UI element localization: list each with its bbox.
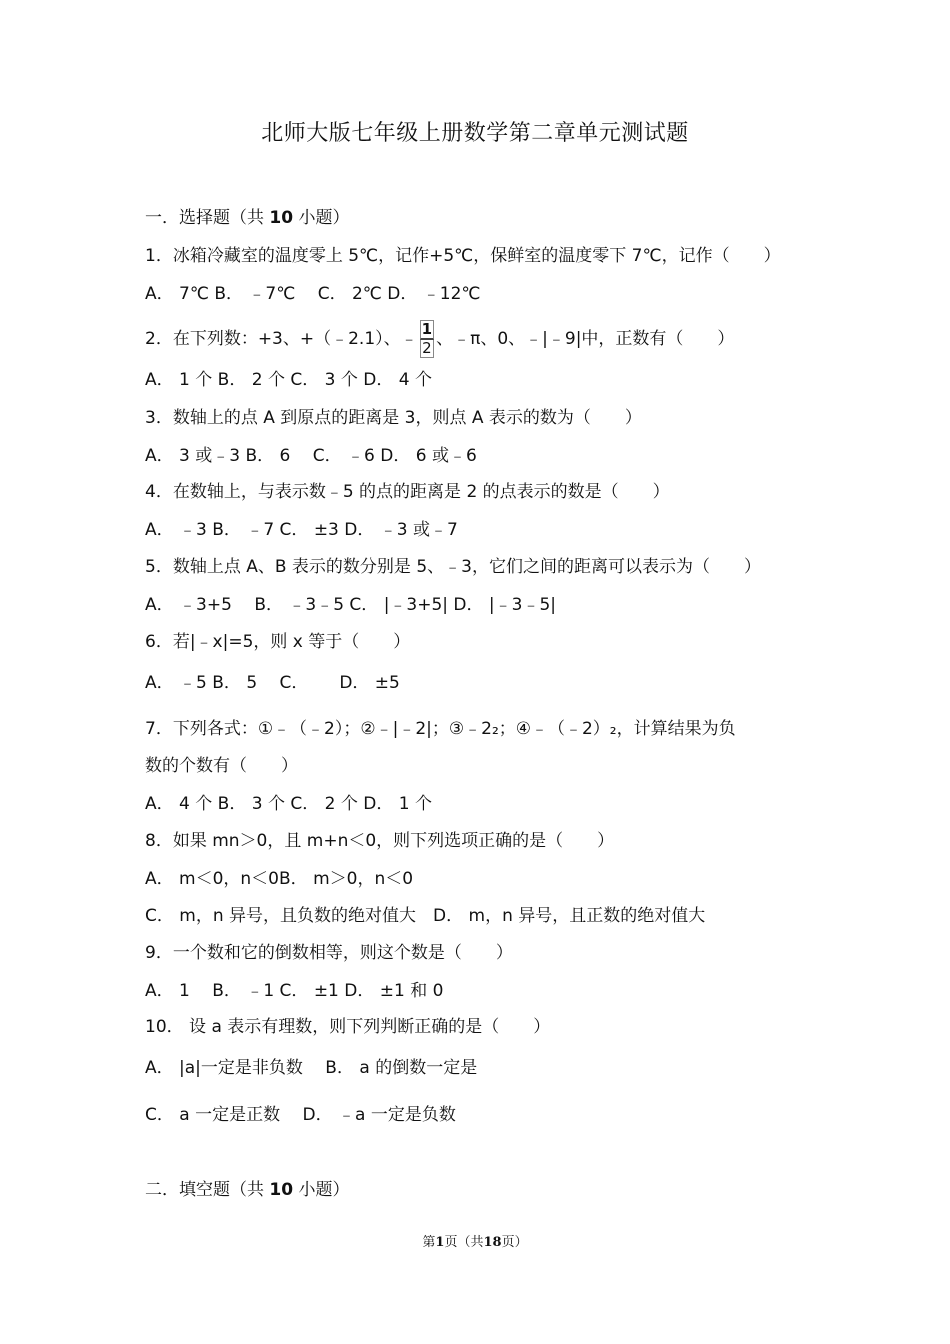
question-2-options: A． 1 个 B． 2 个 C． 3 个 D． 4 个 <box>145 370 432 390</box>
question-4: 4．在数轴上，与表示数﹣5 的点的距离是 2 的点表示的数是（ ） <box>145 482 670 502</box>
question-4-options: A． ﹣3 B． ﹣7 C． ±3 D． ﹣3 或﹣7 <box>145 520 458 540</box>
question-3-options: A． 3 或﹣3 B． 6 C． ﹣6 D． 6 或﹣6 <box>145 446 477 466</box>
question-5: 5．数轴上点 A、B 表示的数分别是 5、﹣3，它们之间的距离可以表示为（ ） <box>145 557 761 577</box>
question-8: 8．如果 mn＞0，且 m+n＜0，则下列选项正确的是（ ） <box>145 831 615 851</box>
question-8-options-cd: C． m，n 异号，且负数的绝对值大 D． m，n 异号，且正数的绝对值大 <box>145 906 706 926</box>
question-6: 6．若|﹣x|=5，则 x 等于（ ） <box>145 632 411 652</box>
question-10-options-ab: A． |a|一定是非负数 B． a 的倒数一定是 <box>145 1058 478 1078</box>
question-10: 10． 设 a 表示有理数，则下列判断正确的是（ ） <box>145 1017 551 1037</box>
page-title: 北师大版七年级上册数学第二章单元测试题 <box>261 121 689 146</box>
question-8-options-ab: A． m＜0，n＜0B． m＞0，n＜0 <box>145 869 414 889</box>
question-7-continued: 数的个数有（ ） <box>145 756 298 776</box>
question-9: 9．一个数和它的倒数相等，则这个数是（ ） <box>145 943 513 963</box>
question-9-options: A． 1 B． ﹣1 C． ±1 D． ±1 和 0 <box>145 981 444 1001</box>
question-3: 3．数轴上的点 A 到原点的距离是 3，则点 A 表示的数为（ ） <box>145 408 642 428</box>
question-1-options: A． 7℃ B． ﹣7℃ C． 2℃ D． ﹣12℃ <box>145 284 481 304</box>
section-heading-choice: 一．选择题（共 10 小题） <box>145 208 350 228</box>
question-2: 2．在下列数：+3、+（﹣2.1）、﹣ $\frac{1}{2}$ 、﹣π、0、﹣|﹣9|中，正数有（ ） <box>145 320 735 357</box>
question-5-options: A． ﹣3+5 B． ﹣3﹣5 C． |﹣3+5| D． |﹣3﹣5| <box>145 595 557 615</box>
question-7-options: A． 4 个 B． 3 个 C． 2 个 D． 1 个 <box>145 794 432 814</box>
page-footer: 第1页（共18页） <box>422 1235 528 1250</box>
question-7: 7．下列各式：①﹣（﹣2）；②﹣|﹣2|；③﹣2₂；④﹣（﹣2）₂，计算结果为负 <box>145 719 736 739</box>
fraction-one-half: $\frac{1}{2}$ <box>421 320 433 357</box>
question-6-options: A． ﹣5 B． 5 C． D． ±5 <box>145 673 400 693</box>
section-heading-fill: 二．填空题（共 10 小题） <box>145 1180 350 1200</box>
question-10-options-cd: C． a 一定是正数 D． ﹣a 一定是负数 <box>145 1105 456 1125</box>
question-1: 1．冰箱冷藏室的温度零上 5℃，记作+5℃，保鲜室的温度零下 7℃，记作（ ） <box>145 246 781 266</box>
